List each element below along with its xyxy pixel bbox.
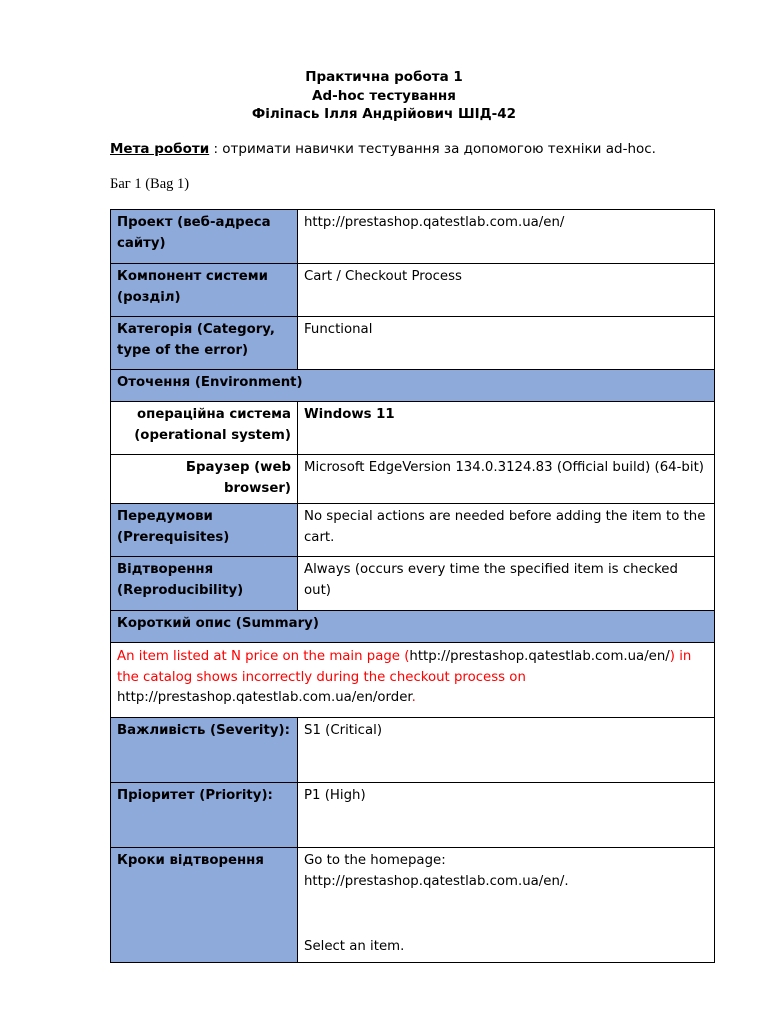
- steps-value: [298, 848, 715, 963]
- repro-value: Always (occurs every time the specified item is checked out): [298, 557, 715, 611]
- table-row-component: [111, 264, 715, 317]
- priority-value: P1 (High): [298, 783, 715, 848]
- steps-label: Кроки відтворення: [111, 848, 298, 963]
- bug-report-table: [110, 209, 715, 963]
- summary-part-2: ) in the catalog shows incorrectly during the checkout process on: [117, 649, 692, 685]
- step-1: Go to the homepage: http://prestashop.qatestlab.com.ua/en/.: [304, 853, 569, 889]
- table-row-priority: [111, 783, 715, 848]
- browser-value: Microsoft EdgeVersion 134.0.3124.83 (Official build) (64-bit): [298, 455, 715, 504]
- prereq-label: Передумови (Prerequisites): [111, 504, 298, 557]
- goal-label: Мета роботи: [110, 141, 210, 157]
- table-row-steps: [111, 848, 715, 963]
- table-row-summary-header: [111, 611, 715, 643]
- table-row-project: [111, 210, 715, 264]
- goal-line: [110, 141, 656, 157]
- table-row-summary: [111, 643, 715, 718]
- summary-part-1: An item listed at N price on the main page (: [117, 649, 410, 664]
- table-row-environment: [111, 370, 715, 402]
- table-row-browser: [111, 455, 715, 504]
- component-value: Cart / Checkout Process: [298, 264, 715, 317]
- table-row-os: [111, 402, 715, 455]
- summary-label: Короткий опис (Summary): [111, 611, 715, 643]
- prereq-value: No special actions are needed before adding the item to the cart.: [298, 504, 715, 557]
- os-label: операційна система (operational system): [111, 402, 298, 455]
- table-row-prerequisites: [111, 504, 715, 557]
- step-2: Select an item.: [304, 939, 405, 954]
- document-header: [0, 68, 768, 124]
- component-label: Компонент системи (розділ): [111, 264, 298, 317]
- bug-title: Баг 1 (Bag 1): [110, 176, 190, 192]
- severity-label: Важливість (Severity):: [111, 718, 298, 783]
- repro-label: Відтворення (Reproducibility): [111, 557, 298, 611]
- step-spacer: [304, 892, 708, 937]
- category-label: Категорія (Category, type of the error): [111, 317, 298, 370]
- summary-text: [111, 643, 715, 718]
- summary-url-1: http://prestashop.qatestlab.com.ua/en/: [409, 649, 670, 664]
- category-value: Functional: [298, 317, 715, 370]
- priority-label: Пріоритет (Priority):: [111, 783, 298, 848]
- header-line-2: Ad-hoc тестування: [312, 87, 456, 104]
- browser-label: Браузер (web browser): [111, 455, 298, 504]
- table-row-category: [111, 317, 715, 370]
- table-row-severity: [111, 718, 715, 783]
- summary-part-3: .: [411, 690, 416, 705]
- project-label: Проект (веб-адреса сайту): [111, 210, 298, 264]
- table-row-reproducibility: [111, 557, 715, 611]
- environment-label: Оточення (Environment): [111, 370, 715, 402]
- os-value: Windows 11: [298, 402, 715, 455]
- goal-text: : отримати навички тестування за допомогою техніки ad-hoc.: [209, 141, 656, 157]
- header-line-3: Філіпась Ілля Андрійович ШІД-42: [251, 106, 517, 122]
- header-line-1: Практична робота 1: [305, 69, 463, 85]
- project-value: http://prestashop.qatestlab.com.ua/en/: [298, 210, 715, 264]
- severity-value: S1 (Critical): [298, 718, 715, 783]
- summary-url-2: http://prestashop.qatestlab.com.ua/en/order: [117, 690, 412, 705]
